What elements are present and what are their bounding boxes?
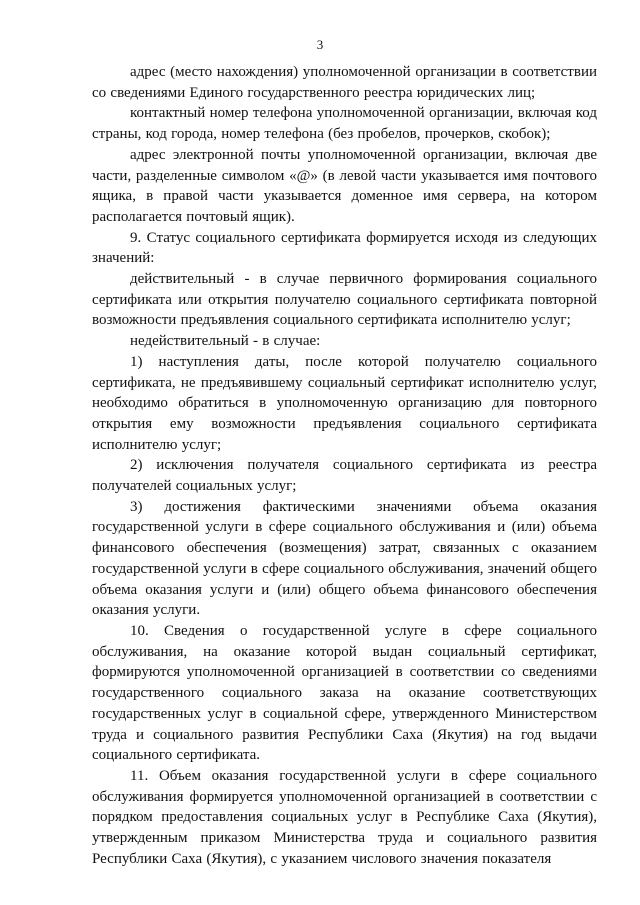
paragraph-status-valid: действительный - в случае первичного формирования социального сертификата или открытия получателю социального сертификата повторной возможности предъявления социального сертификата исполнителю услуг;: [92, 271, 597, 329]
paragraph-subitem-3: 3) достижения фактическими значениями объема оказания государственной услуги в сфере социального обслуживания и (или) объема финансового обеспечения (возмещения) затрат, связанных с оказанием государственной услуги в сфере социального обслуживания, значений общего объема оказания услуги и (или) общего объема финансового обеспечения оказания услуги.: [92, 498, 597, 619]
paragraph-email: адрес электронной почты уполномоченной организации, включая две части, разделенные символом «@» (в левой части указывается имя почтового ящика, в правой части указывается доменное имя сервера, на котором располагается почтовый ящик).: [92, 146, 597, 225]
page-number: 3: [316, 37, 324, 52]
paragraph-item-9: 9. Статус социального сертификата формируется исходя из следующих значений:: [92, 229, 597, 267]
paragraph-phone: контактный номер телефона уполномоченной организации, включая код страны, код города, номер телефона (без пробелов, прочерков, скобок);: [92, 105, 597, 143]
paragraph-address: адрес (место нахождения) уполномоченной организации в соответствии со сведениями Единого государственного реестра юридических лиц;: [92, 64, 597, 101]
document-body: [92, 62, 597, 869]
paragraph-status-invalid: недействительный - в случае:: [130, 333, 321, 350]
paragraph-item-10: 10. Сведения о государственной услуге в сфере социального обслуживания, на оказание которой выдан социальный сертификат, формируются уполномоченной организацией в соответствии со сведениями государственного социального заказа на оказание соответствующих государственных услуг в социальной сфере, утвержденного Министерством труда и социального развития Республики Саха (Якутия) на год выдачи социального сертификата.: [92, 622, 597, 764]
paragraph-item-11: 11. Объем оказания государственной услуги в сфере социального обслуживания формируется уполномоченной организацией в соответствии с порядком предоставления социальных услуг в Республике Саха (Якутия), утвержденным приказом Министерства труда и социального развития Республики Саха (Якутия), с указанием числового значения показателя: [92, 767, 597, 867]
paragraph-subitem-1: 1) наступления даты, после которой получателю социального сертификата, не предъявившему социальный сертификат исполнителю услуг, необходимо обратиться в уполномоченную организацию для повторного открытия ему возможности предъявления социального сертификата исполнителю услуг;: [92, 353, 597, 453]
paragraph-subitem-2: 2) исключения получателя социального сертификата из реестра получателей социальных услуг;: [92, 457, 597, 495]
